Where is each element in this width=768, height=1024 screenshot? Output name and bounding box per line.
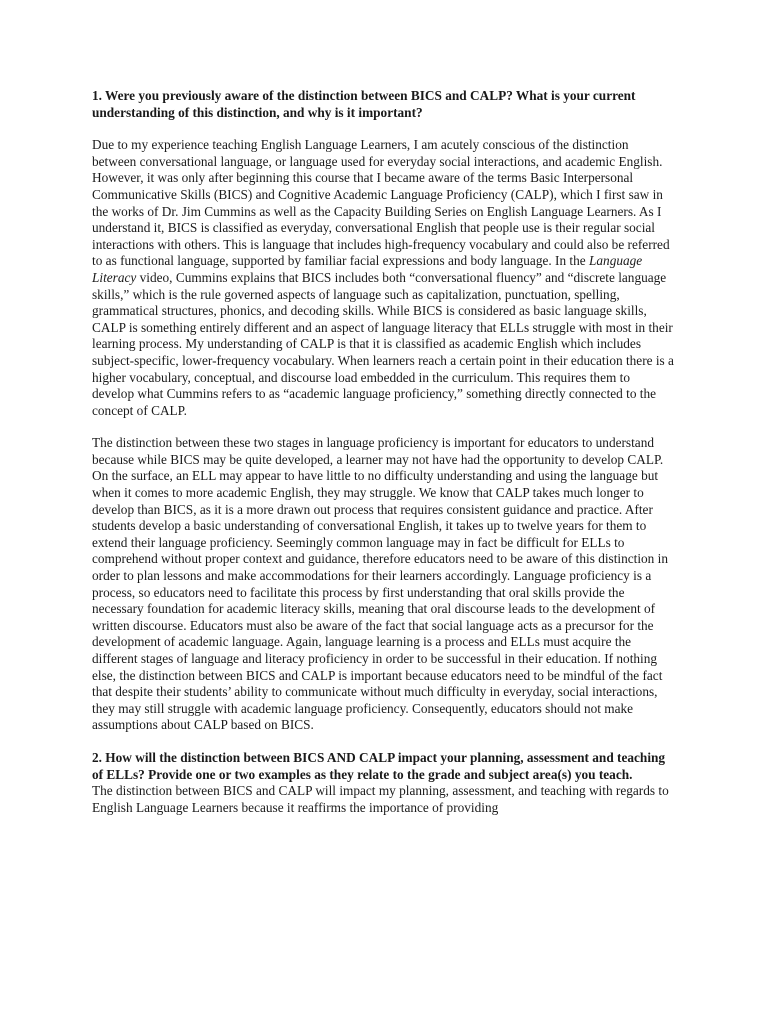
answer-1-paragraph-2: The distinction between these two stages in language proficiency is important for educators to understand because while BICS may be quite developed, a learner may not have had the opportunity to develop CALP. On the surface, an ELL may appear to have little to no difficulty understanding and using the language but when it comes to more academic English, they may struggle. We know that CALP takes much longer to develop than BICS, as it is a more drawn out process that requires consistent guidance and practice. After students develop a basic understanding of conversational English, it takes up to twelve years for them to extend their language proficiency. Seemingly common language may in fact be difficult for ELLs to comprehend without proper context and guidance, therefore educators need to be aware of this distinction in order to plan lessons and make accommodations for their learners accordingly. Language proficiency is a process, so educators need to facilitate this process by first understanding that oral skills provide the necessary foundation for academic literacy skills, meaning that oral discourse leads to the development of written discourse. Educators must also be aware of the fact that social language acts as a precursor for the development of academic language. Again, language learning is a process and ELLs must acquire the different stages of language and literacy proficiency in order to be successful in their education. If nothing else, the distinction between BICS and CALP is important because educators need to be mindful of the fact that despite their students’ ability to communicate without much difficulty in everyday, social interactions, they may still struggle with academic language proficiency. Consequently, educators should not make assumptions about CALP based on BICS. bbox=[92, 435, 668, 733]
document-page bbox=[92, 88, 674, 816]
answer-2-paragraph-1: The distinction between BICS and CALP will impact my planning, assessment, and teaching with regards to English Language Learners because it reaffirms the importance of providing bbox=[92, 783, 669, 815]
video-title-italic: Language Literacy bbox=[92, 253, 643, 285]
answer-1-paragraph-1 bbox=[92, 137, 674, 419]
spacer bbox=[92, 734, 674, 750]
question-2: 2. How will the distinction between BICS AND CALP impact your planning, assessment and teaching of ELLs? Provide one or two examples as they relate to the grade and subject area(s) you teach. bbox=[92, 749, 666, 782]
answer-1-paragraph-1-text-a: Due to my experience teaching English Language Learners, I am acutely conscious of the distinction between conversational language, or language used for everyday social interactions, and academic English. However, it was only after beginning this course that I became aware of the terms Basic Interpersonal Communicative Skills (BICS) and Cognitive Academic Language Proficiency (CALP), which I first saw in the works of Dr. Jim Cummins as well as the Capacity Building Series on English Language Learners. As I understand it, BICS is classified as everyday, conversational English that people use is their regular social interactions with others. This is language that includes high-frequency vocabulary and could also be referred to as functional language, supported by familiar facial expressions and body language. In the bbox=[92, 137, 670, 269]
spacer bbox=[92, 419, 674, 435]
question-1: 1. Were you previously aware of the distinction between BICS and CALP? What is your current understanding of this distinction, and why is it important? bbox=[92, 88, 636, 120]
answer-1-paragraph-1-text-b: video, Cummins explains that BICS includes both “conversational fluency” and “discrete language skills,” which is the rule governed aspects of language such as capitalization, punctuation, spelling, grammatical structures, phonics, and decoding skills. While BICS is considered as basic language skills, CALP is something entirely different and an aspect of language literacy that ELLs struggle with most in their learning process. My understanding of CALP is that it is classified as academic English which includes subject-specific, lower-frequency vocabulary. When learners reach a certain point in their education there is a higher vocabulary, conceptual, and discourse load embedded in the curriculum. This requires them to develop what Cummins refers to as “academic language proficiency,” something directly connected to the concept of CALP. bbox=[92, 269, 674, 418]
spacer bbox=[92, 121, 674, 137]
